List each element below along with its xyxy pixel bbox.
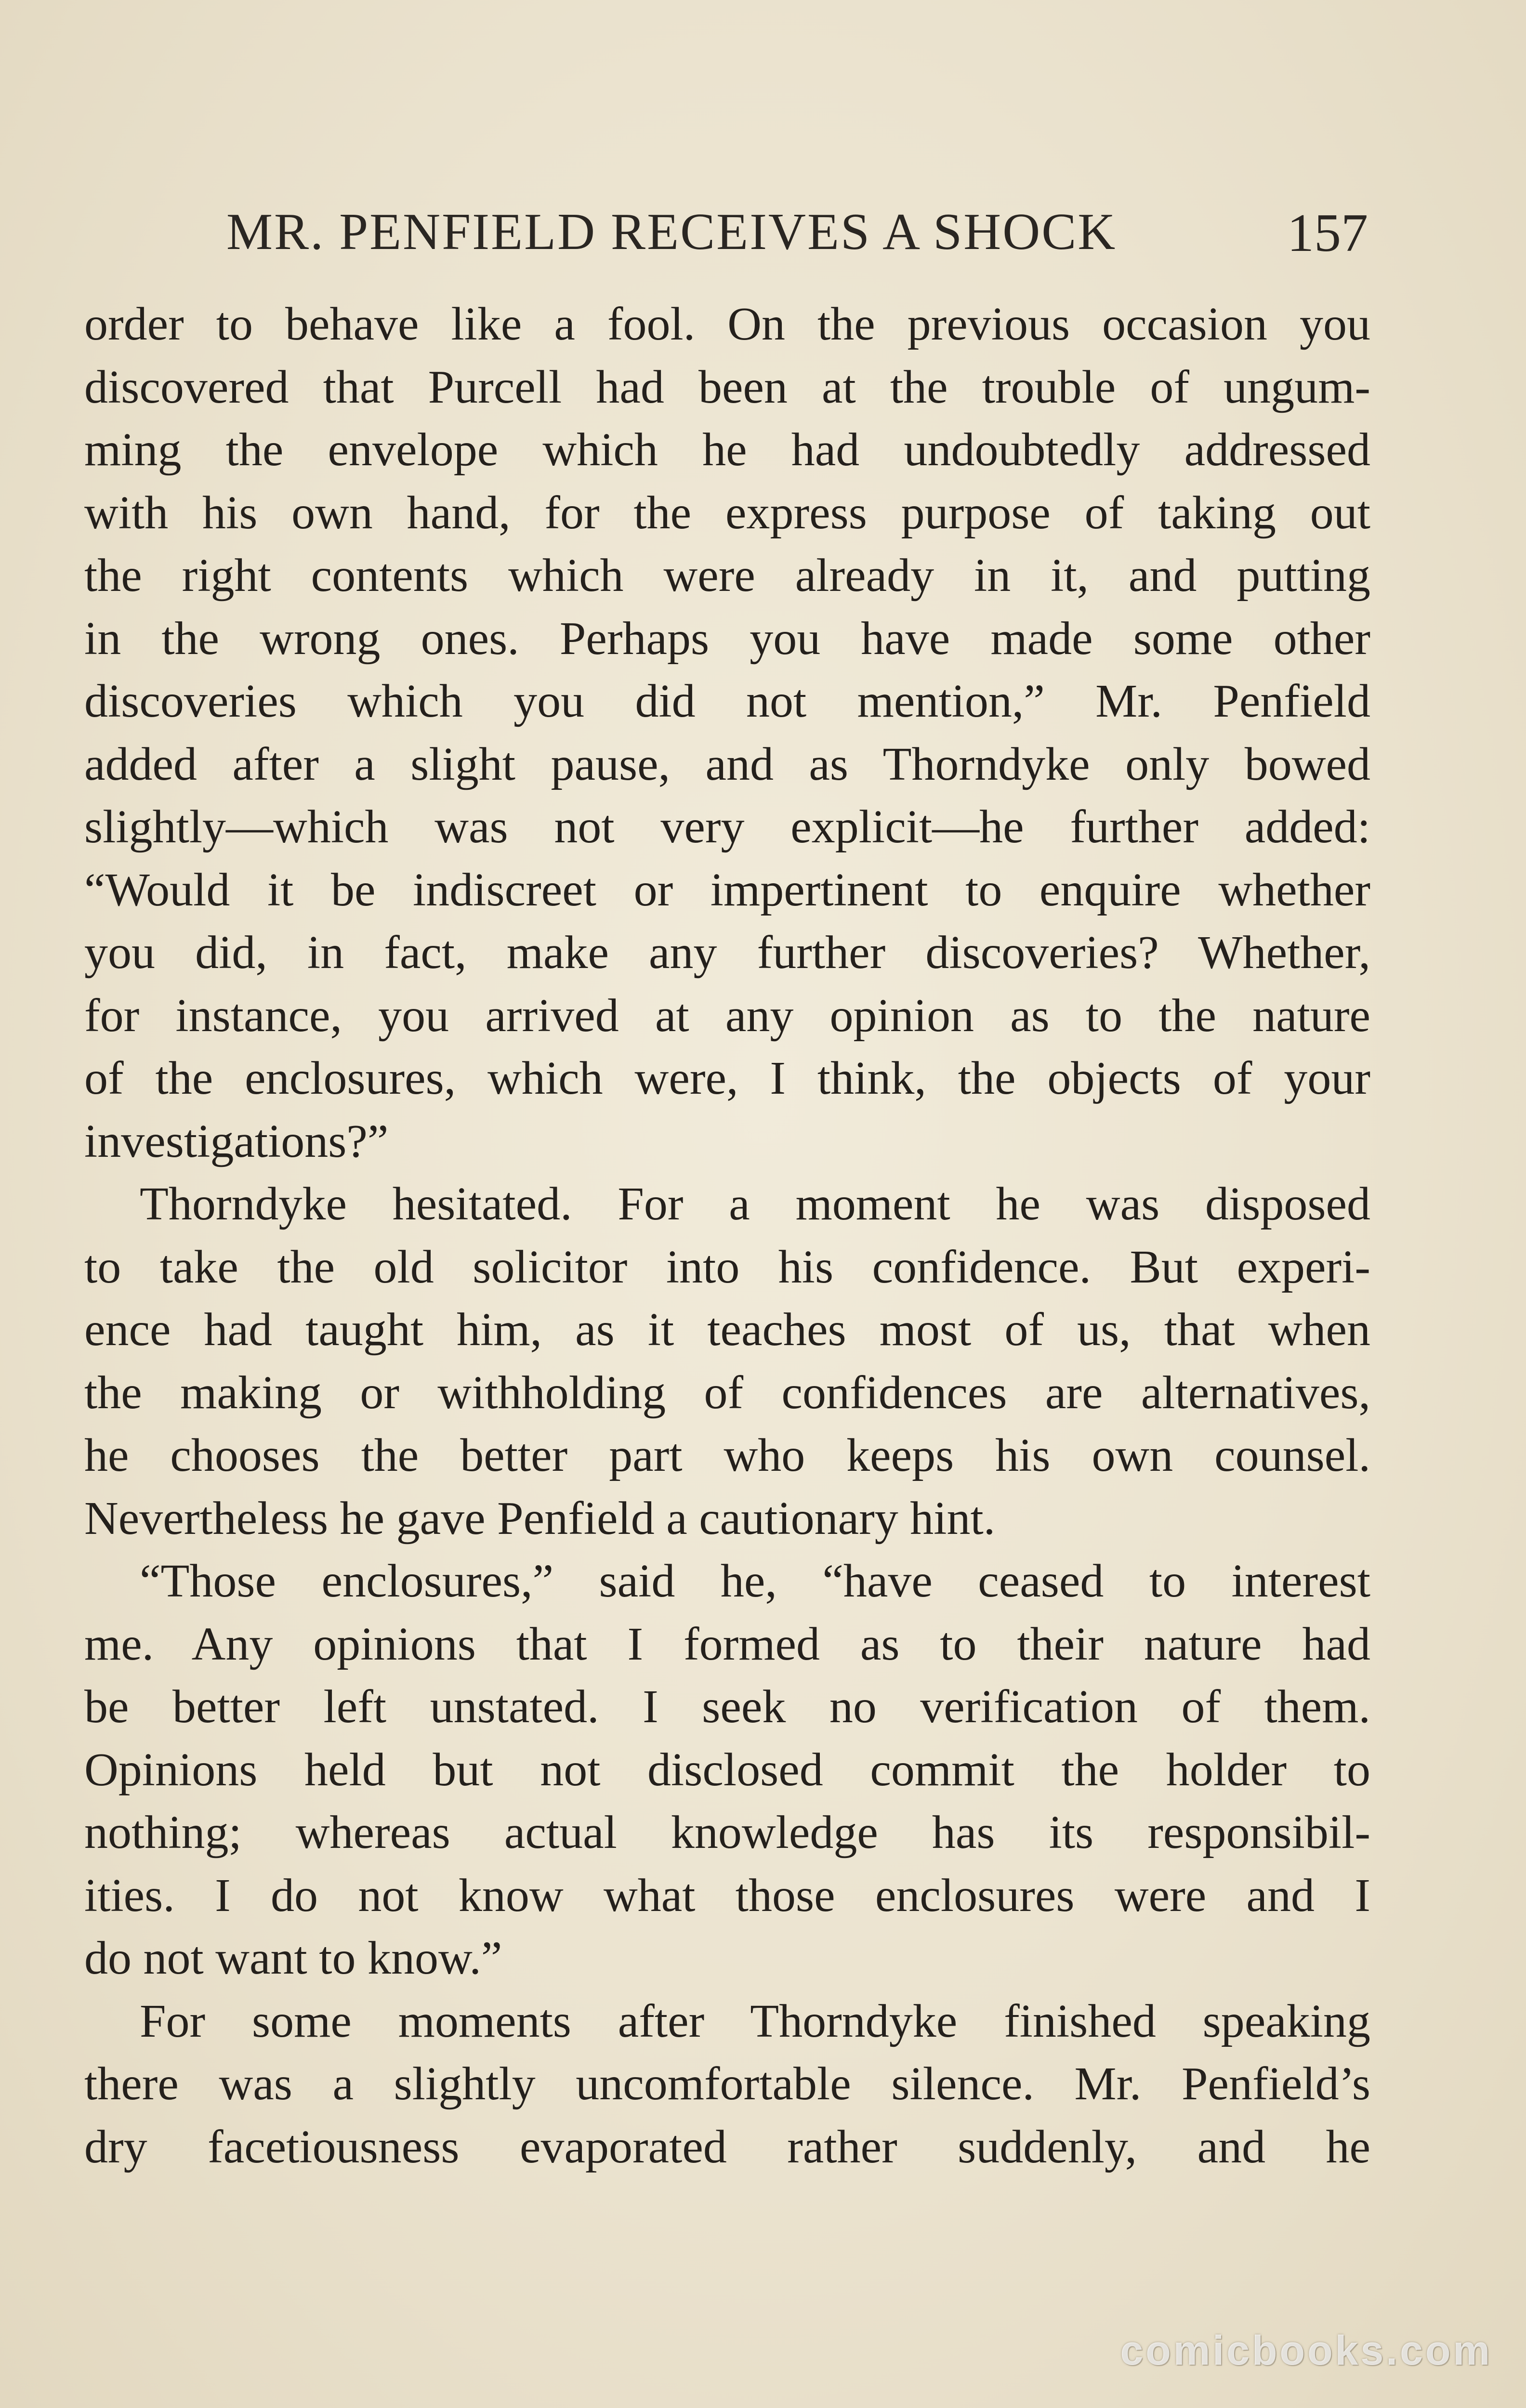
text-line: investigations?”	[84, 1115, 389, 1167]
paragraph-start-line: “Those enclosures,” said he, “have ceased to interest	[140, 1555, 1370, 1607]
text-line: he chooses the better part who keeps his own counsel.	[84, 1429, 1370, 1481]
text-line: you did, in fact, make any further discoveries? Whether,	[84, 927, 1370, 979]
paragraph-start-line: For some moments after Thorndyke finished speaking	[140, 1995, 1370, 2047]
text-line: me. Any opinions that I formed as to their nature had	[84, 1618, 1370, 1670]
text-line: Nevertheless he gave Penfield a cautionary hint.	[84, 1492, 996, 1544]
text-line: discoveries which you did not mention,” Mr. Penfield	[84, 675, 1370, 727]
running-head	[226, 202, 1368, 270]
paragraph-start-line: Thorndyke hesitated. For a moment he was disposed	[140, 1178, 1370, 1230]
text-line: dry facetiousness evaporated rather suddenly, and he	[84, 2120, 1370, 2173]
text-line: to take the old solicitor into his confidence. But experi-	[84, 1241, 1370, 1293]
body-text	[84, 293, 1370, 2178]
text-line: there was a slightly uncomfortable silence. Mr. Penfield’s	[84, 2058, 1370, 2110]
text-line: the right contents which were already in it, and putting	[84, 550, 1370, 602]
watermark: comicbooks.com	[1120, 2328, 1492, 2374]
text-line: discovered that Purcell had been at the trouble of ungum-	[84, 361, 1370, 413]
text-line: ence had taught him, as it teaches most of us, that when	[84, 1304, 1370, 1356]
text-line: Opinions held but not disclosed commit the holder to	[84, 1743, 1370, 1796]
text-line: order to behave like a fool. On the previous occasion you	[84, 298, 1370, 350]
text-line: slightly—which was not very explicit—he further added:	[84, 801, 1370, 853]
text-line: in the wrong ones. Perhaps you have made some other	[84, 612, 1370, 665]
text-line: of the enclosures, which were, I think, the objects of your	[84, 1052, 1370, 1104]
text-line: do not want to know.”	[84, 1932, 502, 1984]
text-line: be better left unstated. I seek no verification of them.	[84, 1681, 1370, 1733]
text-line: with his own hand, for the express purpose of taking out	[84, 486, 1370, 539]
text-line: “Would it be indiscreet or impertinent to enquire whether	[84, 864, 1370, 916]
text-line: nothing; whereas actual knowledge has its responsibil-	[84, 1806, 1370, 1858]
text-line: the making or withholding of confidences are alternatives,	[84, 1366, 1370, 1419]
text-line: ming the envelope which he had undoubtedly addressed	[84, 424, 1370, 476]
text-line: ities. I do not know what those enclosures were and I	[84, 1869, 1370, 1922]
chapter-title: MR. PENFIELD RECEIVES A SHOCK	[226, 203, 1117, 261]
text-line: for instance, you arrived at any opinion as to the nature	[84, 989, 1370, 1042]
page-number: 157	[1287, 203, 1368, 263]
text-line: added after a slight pause, and as Thorndyke only bowed	[84, 738, 1370, 790]
